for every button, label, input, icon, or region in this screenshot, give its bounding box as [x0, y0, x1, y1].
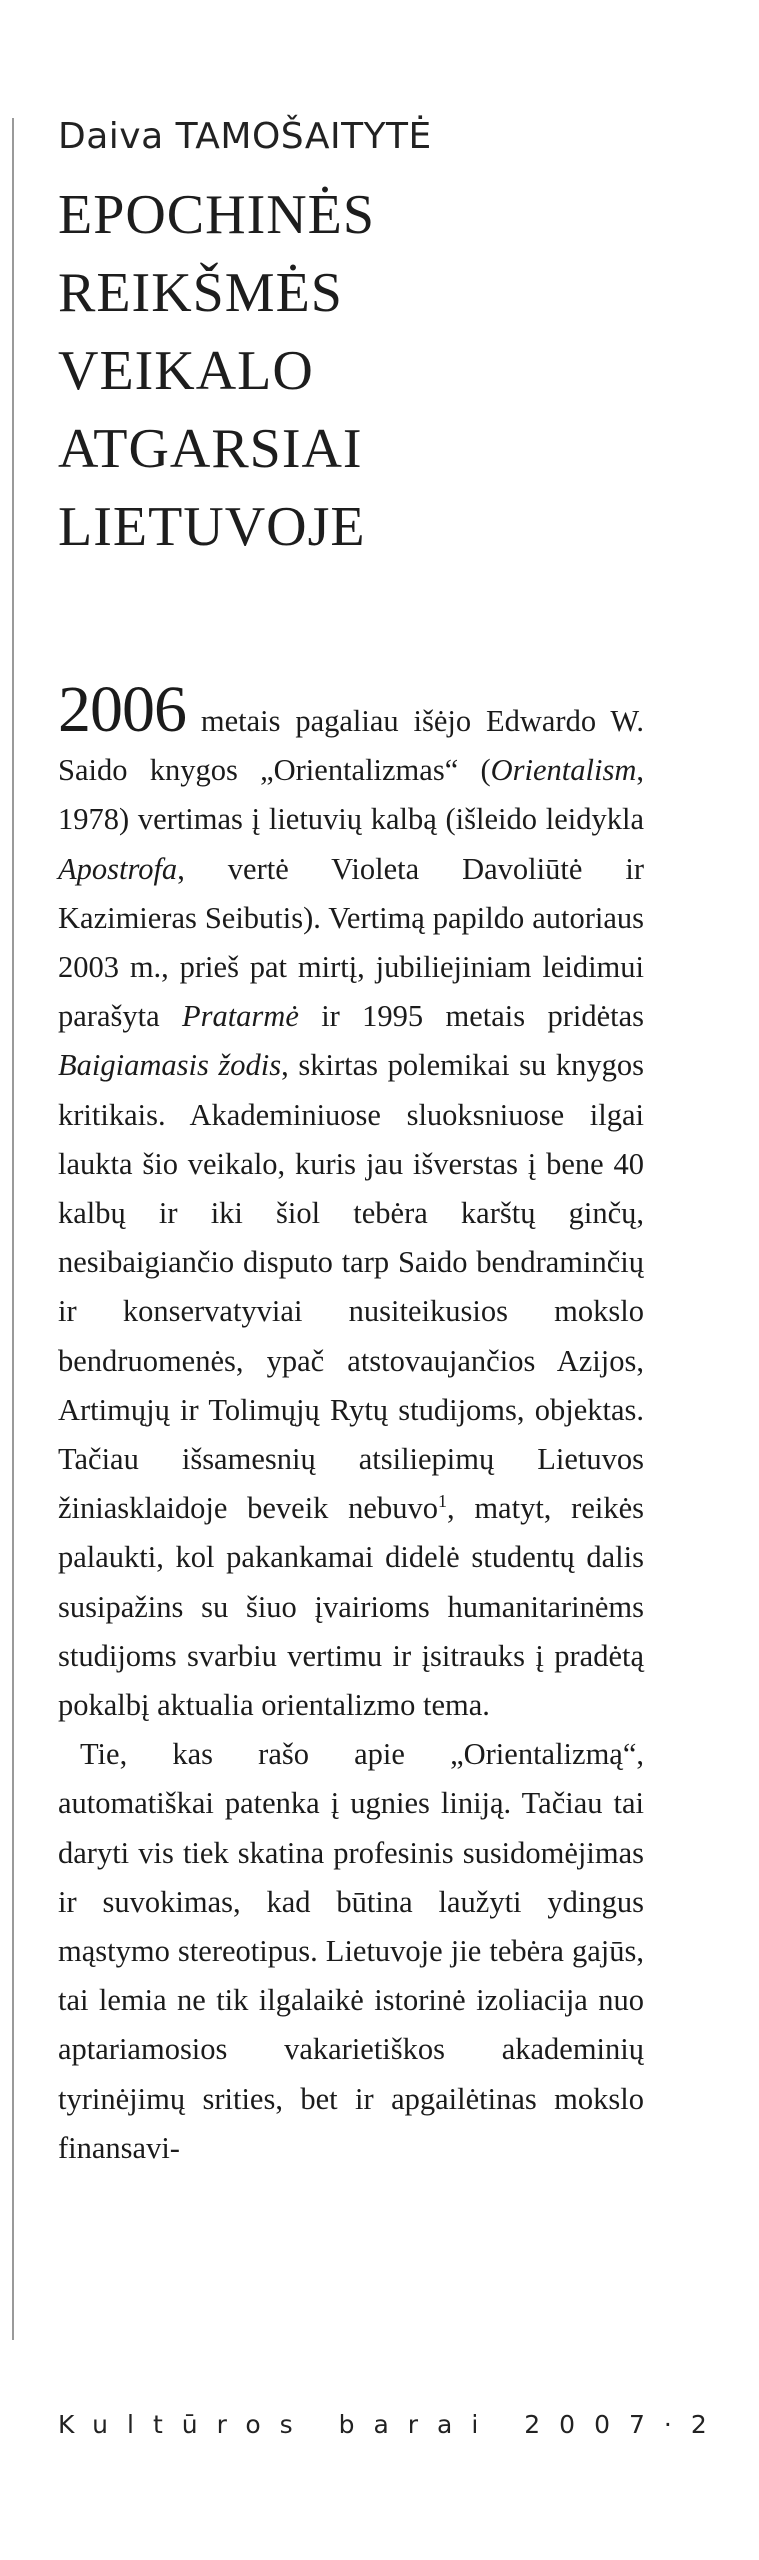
text-run: ir 1995 metais pridėtas [298, 999, 644, 1034]
article-title [58, 176, 375, 566]
italic-run: Baigiamasis žodis [58, 1048, 282, 1083]
paragraph-2: Tie, kas rašo apie „Orientalizmą“, automatiškai patenka į ugnies liniją. Tačiau tai daryti vis tiek skatina profesinis susidomėjimas ir suvokimas, kad būtina laužyti ydingus mąstymo stereotipus. Lietuvoje jie tebėra gajūs, tai lemia ne tik ilgalaikė istorinė izoliacija nuo aptariamosios vakarietiškos akademinių tyrinėjimų srities, bet ir apgailėtinas mokslo finansavi- [58, 1737, 644, 2165]
title-line: LIETUVOJE [58, 496, 366, 558]
footnote-marker[interactable]: 1 [437, 1491, 447, 1512]
dropcap-year: 2006 [58, 673, 186, 746]
left-margin-rule [12, 118, 14, 2340]
text-run: , 1978) vertimas į lietuvių kalbą (išleido leidykla [58, 753, 644, 837]
paragraph-1 [58, 673, 645, 1730]
article-body [58, 673, 645, 2173]
title-line: ATGARSIAI [58, 418, 363, 480]
italic-run: Apostrofa [58, 851, 178, 886]
title-line: REIKŠMĖS [58, 262, 343, 324]
title-line: EPOCHINĖS [58, 184, 376, 246]
text-run: , matyt, reikės palaukti, kol pakankamai didelė studentų dalis susipažins su šiuo įvairioms humanitarinėms studijoms svarbiu vertimu ir įsitrauks į pradėtą pokalbį aktualia orientalizmo tema. [58, 1491, 644, 1723]
title-line: VEIKALO [58, 340, 314, 402]
author-name: Daiva TAMOŠAITYTĖ [58, 116, 432, 157]
magazine-footer: Kultūros barai 2007·2 [58, 2410, 726, 2439]
italic-run: Orientalism [490, 753, 637, 788]
text-run: metais pagaliau išėjo Edwardo W. Saido knygos „Orientalizmas“ ( [58, 704, 644, 788]
text-run: , vertė Violeta Davoliūtė ir Kazimieras Seibutis). Vertimą papildo autoriaus 2003 m., prieš pat mirtį, jubiliejiniam leidimui parašyta [58, 851, 644, 1034]
italic-run: Pratarmė [181, 999, 299, 1034]
text-run: , skirtas polemikai su knygos kritikais. Akademiniuose sluoksniuose ilgai laukta šio veikalo, kuris jau išverstas į bene 40 kalbų ir iki šiol tebėra karštų ginčų, nesibaigiančio disputo tarp Saido bendraminčių ir konservatyviai nusiteikusios mokslo bendruomenės, ypač atstovaujančios Azijos, Artimųjų ir Tolimųjų Rytų studijoms, objektas. Tačiau išsamesnių atsiliepimų Lietuvos žiniasklaidoje beveik nebuvo [58, 1048, 645, 1526]
